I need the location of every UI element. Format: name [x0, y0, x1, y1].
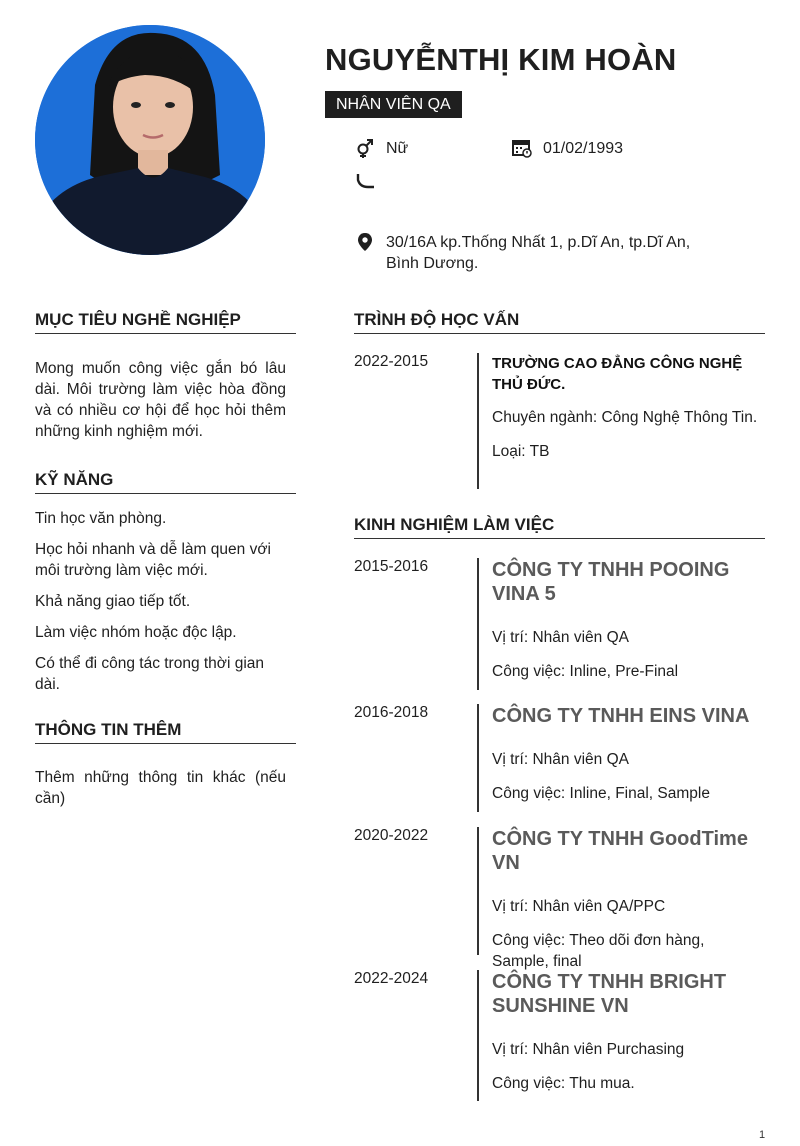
company-name: CÔNG TY TNHH POOING VINA 5 — [492, 559, 730, 605]
additional-info-text: Thêm những thông tin khác (nếu cần) — [35, 769, 286, 807]
company-name: CÔNG TY TNHH EINS VINA — [492, 705, 750, 727]
skills-heading: KỸ NĂNG — [35, 470, 296, 494]
profile-photo — [35, 25, 265, 255]
job-duties: Công việc: Inline, Final, Sample — [492, 785, 710, 802]
additional-info-heading: THÔNG TIN THÊM — [35, 720, 296, 744]
birthdate-value: 01/02/1993 — [543, 140, 624, 157]
education-grade: Loại: TB — [492, 443, 550, 460]
job-position: Vị trí: Nhân viên QA — [492, 751, 629, 768]
job-duties: Công việc: Thu mua. — [492, 1075, 635, 1092]
candidate-name: NGUYỄNTHỊ KIM HOÀN — [325, 42, 677, 77]
job-years: 2016-2018 — [354, 704, 429, 721]
job-duties: Công việc: Theo dõi đơn hàng, Sample, final — [492, 932, 705, 970]
career-objective-heading: MỤC TIÊU NGHỀ NGHIỆP — [35, 310, 296, 334]
job-title-badge: NHÂN VIÊN QA — [325, 91, 462, 118]
gender-row — [355, 138, 408, 159]
skill-item: Làm việc nhóm hoặc độc lập. — [35, 624, 237, 641]
job-details — [477, 827, 765, 970]
job-details — [477, 558, 765, 690]
job-years: 2020-2022 — [354, 827, 429, 844]
birthdate-row — [512, 138, 623, 159]
gender-icon — [355, 138, 375, 158]
skill-item: Có thể đi công tác trong thời gian dài. — [35, 655, 265, 693]
career-objective-text: Mong muốn công việc gắn bó lâu dài. Môi trường làm việc hòa đồng và có nhiều cơ hội để học hỏi thêm những kinh nghiệm mới. — [35, 360, 286, 440]
job-position: Vị trí: Nhân viên Purchasing — [492, 1041, 685, 1058]
address-line-2: Bình Dương. — [386, 255, 479, 272]
page-number: 1 — [759, 1129, 766, 1141]
skill-item: Khả năng giao tiếp tốt. — [35, 593, 191, 610]
skills-list — [35, 508, 286, 705]
calendar-icon — [512, 138, 532, 158]
job-details — [477, 970, 765, 1101]
job-years: 2022-2024 — [354, 970, 429, 987]
education-year: 2022-2015 — [354, 353, 429, 370]
address-line-1: 30/16A kp.Thống Nhất 1, p.Dĩ An, tp.Dĩ An, — [386, 234, 691, 251]
job-years: 2015-2016 — [354, 558, 429, 575]
school-name: TRƯỜNG CAO ĐẲNG CÔNG NGHỆ THỦ ĐỨC. — [492, 355, 743, 393]
gender-value: Nữ — [386, 140, 409, 157]
skill-item: Học hỏi nhanh và dễ làm quen với môi trường làm việc mới. — [35, 541, 271, 579]
company-name: CÔNG TY TNHH GoodTime VN — [492, 828, 748, 874]
address-text — [386, 232, 690, 274]
skill-item: Tin học văn phòng. — [35, 510, 167, 527]
job-position: Vị trí: Nhân viên QA — [492, 629, 629, 646]
profile-photo-illustration — [35, 25, 265, 255]
address-row — [355, 232, 690, 274]
phone-icon-fragment — [355, 172, 377, 190]
job-details — [477, 704, 765, 812]
location-pin-icon — [355, 232, 375, 252]
education-heading: TRÌNH ĐỘ HỌC VẤN — [354, 310, 765, 334]
experience-heading: KINH NGHIỆM LÀM VIỆC — [354, 515, 765, 539]
job-position: Vị trí: Nhân viên QA/PPC — [492, 898, 666, 915]
company-name: CÔNG TY TNHH BRIGHT SUNSHINE VN — [492, 971, 727, 1017]
job-duties: Công việc: Inline, Pre-Final — [492, 663, 679, 680]
education-major: Chuyên ngành: Công Nghệ Thông Tin. — [492, 409, 758, 426]
education-details — [477, 353, 765, 489]
